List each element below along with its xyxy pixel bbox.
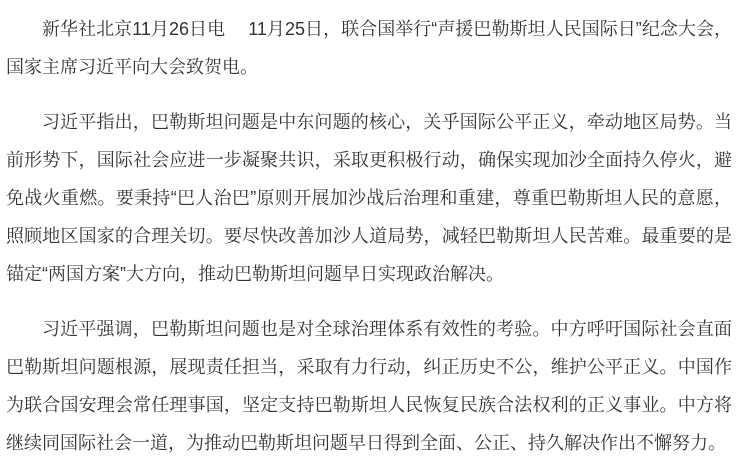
- paragraph-xi-pointed-out: 习近平指出，巴勒斯坦问题是中东问题的核心，关乎国际公平正义，牵动地区局势。当前形势下，国际社会应进一步凝聚共识，采取更积极行动，确保实现加沙全面持久停火，避免战火重燃。要秉持“巴人治巴”原则开展加沙战后治理和重建，尊重巴勒斯坦人民的意愿，照顾地区国家的合理关切。要尽快改善加沙人道局势，减轻巴勒斯坦人民苦难。最重要的是锚定“两国方案”大方向，推动巴勒斯坦问题早日实现政治解决。: [6, 112, 732, 284]
- paragraph-dateline-intro: 新华社北京11月26日电 11月25日，联合国举行“声援巴勒斯坦人民国际日”纪念大会，国家主席习近平向大会致贺电。: [6, 19, 732, 77]
- paragraph-xi-emphasized: 习近平强调，巴勒斯坦问题也是对全球治理体系有效性的考验。中方呼吁国际社会直面巴勒斯坦问题根源，展现责任担当，采取有力行动，纠正历史不公，维护公平正义。中国作为联合国安理会常任理事国，坚定支持巴勒斯坦人民恢复民族合法权利的正义事业。中方将继续同国际社会一道，为推动巴勒斯坦问题早日得到全面、公正、持久解决作出不懈努力。: [6, 319, 732, 453]
